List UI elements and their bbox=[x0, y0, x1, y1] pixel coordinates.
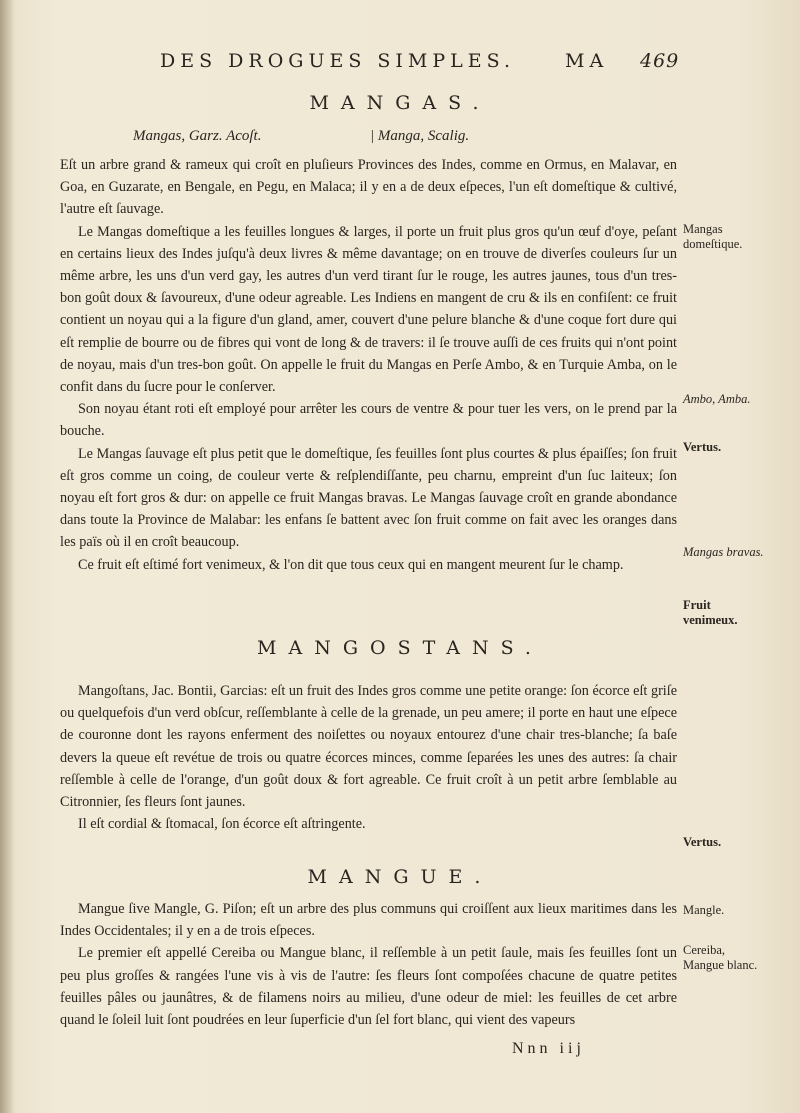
mangostans-body bbox=[60, 680, 677, 835]
paragraph: Eſt un arbre grand & rameux qui croît en pluſieurs Provinces des Indes, comme en Ormus, en Malavar, en Goa, en Guzarate, en Bengale, en Pegu, en Malaca; il y en a de deux eſpeces, l'un eſt domeſtique & cultivé, l'autre eſt ſauvage. bbox=[60, 157, 677, 218]
paragraph: Il eſt cordial & ſtomacal, ſon écorce eſt aſtringente. bbox=[78, 816, 366, 833]
paragraph: Le premier eſt appellé Cereiba ou Mangue blanc, il reſſemble à un petit ſaule, mais ſes feuilles ſont un peu plus groſſes & rangées l'une vis à vis de l'autre: ſes fleurs ſont compoſées chacune de quatre petites feuilles pâles ou jaunâtres, & de filamens noirs au milieu, d'une odeur de miel: les feuilles de cet arbre quand le ſoleil luit ſont poudrées en leur ſuperficie d'un ſel fort blanc, qui vient des vapeurs bbox=[60, 945, 677, 1029]
paragraph: Le Mangas ſauvage eſt plus petit que le domeſtique, ſes feuilles ſont plus courtes & plus épaiſſes; ſon fruit eſt gros comme un coing, de couleur verte & reſplendiſſante, peu charnu, empreint d'un ſuc laiteux; ſon noyau eſt fort gros & dur: on appelle ce fruit Mangas bravas. Le Mangas ſauvage croît en grande abondance dans toute la Province de Malabar: les enfans ſe battent avec ſon fruit comme on fait avec les oranges dans les païs où il en croît beaucoup. bbox=[60, 445, 677, 551]
paragraph: Mangue ſive Mangle, G. Piſon; eſt un arbre des plus communs qui croiſſent aux lieux maritimes dans les Indes Occidentales; il y en a de trois eſpeces. bbox=[60, 901, 677, 940]
margin-note-domestique: Mangas domeſtique. bbox=[683, 222, 743, 251]
paragraph: Ce fruit eſt eſtimé fort venimeux, & l'on dit que tous ceux qui en mangent meurent ſur le champ. bbox=[78, 556, 624, 573]
page-number: 469 bbox=[640, 50, 680, 72]
paragraph: Son noyau étant roti eſt employé pour arrêter les cours de ventre & pour tuer les vers, on le prend par la bouche. bbox=[60, 401, 677, 440]
section-title-mangue: MANGUE. bbox=[307, 866, 493, 888]
margin-note-venimeux: Fruit venimeux. bbox=[683, 598, 738, 627]
synonym-right: | Manga, Scalig. bbox=[370, 128, 470, 144]
section-title-mangas: MANGAS. bbox=[309, 92, 491, 114]
mangas-body bbox=[60, 154, 677, 576]
running-head-title: DES DROGUES SIMPLES. bbox=[160, 50, 516, 72]
signature-mark: Nnn iij bbox=[512, 1040, 585, 1057]
margin-note-cereiba: Cereiba, Mangue blanc. bbox=[683, 943, 758, 972]
gutter-shadow bbox=[0, 0, 14, 1113]
synonym-left: Mangas, Garz. Acoſt. bbox=[133, 128, 262, 144]
margin-note-bravas: Mangas bravas. bbox=[683, 545, 764, 559]
margin-note-vertus-2: Vertus. bbox=[683, 835, 722, 849]
margin-note-mangle: Mangle. bbox=[683, 903, 725, 917]
running-head-letters: MA bbox=[565, 50, 609, 72]
mangue-body bbox=[60, 898, 677, 1031]
margin-note-vertus-1: Vertus. bbox=[683, 440, 722, 454]
paragraph: Mangoſtans, Jac. Bontii, Garcias: eſt un fruit des Indes gros comme une petite orange: ſon écorce eſt griſe ou quelquefois d'un verd obſcur, reſſemblante à celle de la grenade, un peu amere; il porte en haut une eſpece de couronne dont les rayons enferment des noiſettes ou noyaux entourez d'une chair tres-blanche; ſa baſe devers la queue eſt revétue de trois ou quatre écorces minces, comme ſeparées les unes des autres: ſa chair reſſemble à celle de l'orange, d'un goût doux & fort agreable. Ce fruit croît à un petit arbre ſemblable au Citronnier, ſes fleurs ſont jaunes. bbox=[60, 683, 677, 811]
margin-note-ambo: Ambo, Amba. bbox=[683, 392, 751, 406]
section-title-mangostans: MANGOSTANS. bbox=[257, 637, 543, 659]
paragraph: Le Mangas domeſtique a les feuilles longues & larges, il porte un fruit plus gros qu'un œuf d'oye, peſant en certains lieux des Indes juſqu'à deux livres & même davantage; on en trouve de diverſes couleurs ſur un même arbre, les uns d'un verd gay, les autres d'un verd tirant ſur le rouge, les autres jaunes, tous d'un tres-bon goût doux & ſavoureux, d'une odeur agreable. Les Indiens en mangent de cru & ils en confiſent: ce fruit contient un noyau qui a la figure d'un gland, amer, couvert d'une pelure blanche & d'une coque fort dure qui eſt remplie de bourre ou de fibres qui vont de long & de travers: il ſe trouve auſſi de ces fruits qui n'ont point de noyau, mais d'un tres-bon goût. On appelle le fruit du Mangas en Perſe Ambo, & en Turquie Amba, on le confit dans du ſucre pour le conſerver. bbox=[60, 223, 677, 396]
